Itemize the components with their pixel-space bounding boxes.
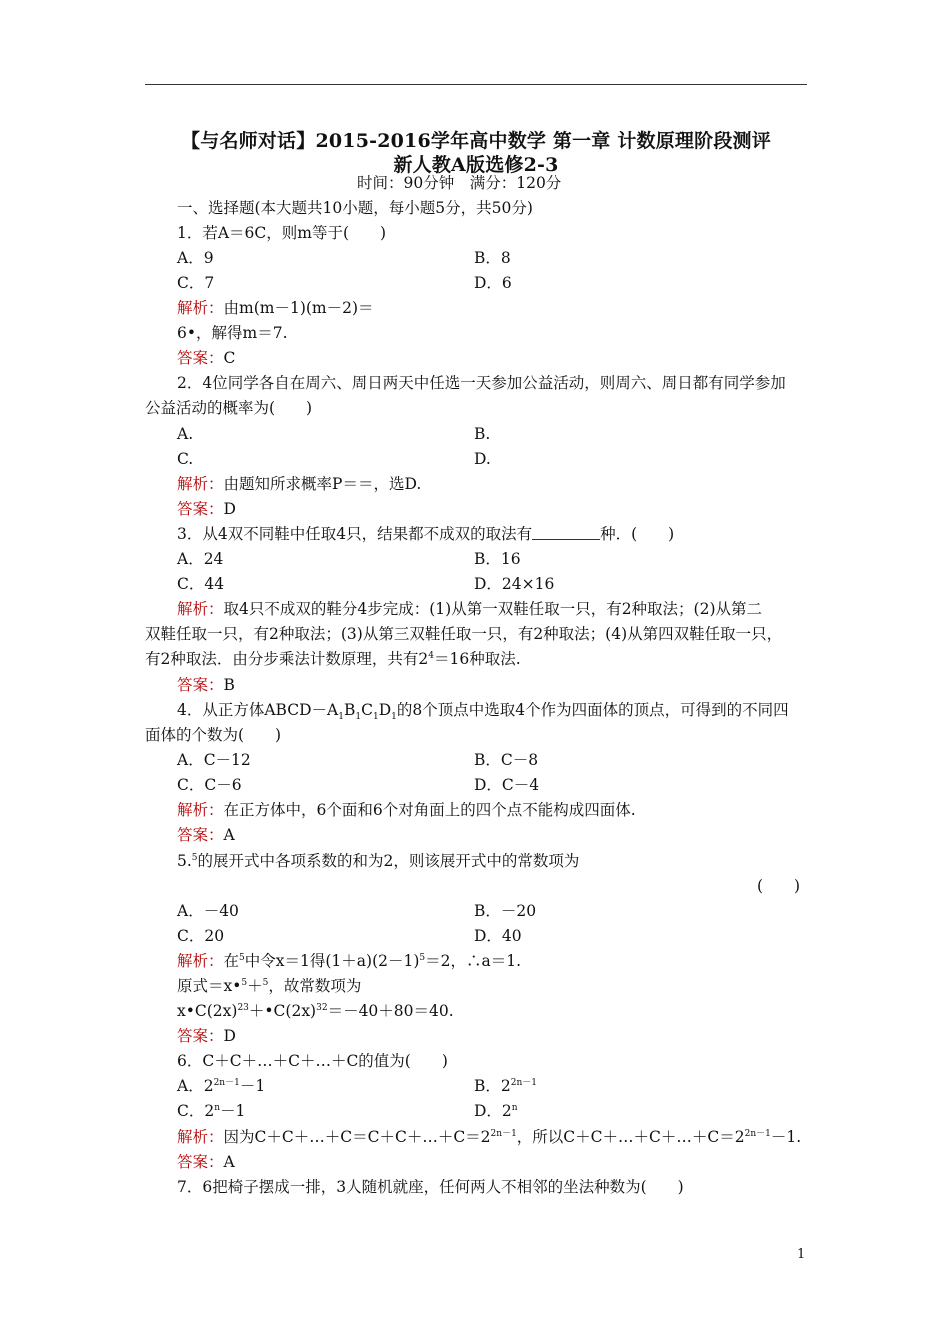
question-4-option-c: C．C－6 bbox=[177, 776, 242, 794]
stem-text: D bbox=[378, 701, 392, 719]
stem-text: 4．从正方体ABCD－A bbox=[177, 701, 339, 719]
question-4-answer bbox=[177, 824, 235, 846]
question-3-analysis-cont: 双鞋任取一只，有2种取法；(3)从第三双鞋任取一只，有2种取法；(4)从第四双鞋任取一只， bbox=[145, 625, 783, 643]
analysis-text-end: ，故常数项为 bbox=[268, 977, 362, 995]
header-rule bbox=[145, 84, 807, 85]
exponent: n bbox=[511, 1103, 518, 1113]
subscript: 1 bbox=[355, 712, 362, 723]
analysis-text-end: ＝16种取法. bbox=[433, 650, 521, 668]
exponent: n bbox=[214, 1103, 221, 1113]
exponent: 2n－1 bbox=[490, 1129, 517, 1139]
option-text: B．2 bbox=[474, 1077, 511, 1095]
question-2-stem-cont: 公益活动的概率为( ) bbox=[145, 399, 313, 417]
question-2-option-d: D. bbox=[474, 450, 491, 468]
subscript: 1 bbox=[391, 712, 397, 723]
analysis-label: 解析： bbox=[177, 299, 224, 317]
exponent: 4 bbox=[428, 651, 434, 661]
analysis-text: ，所以C＋C＋…＋C＋…＋C＝2 bbox=[516, 1128, 745, 1146]
question-6-option-c bbox=[177, 1100, 245, 1122]
analysis-label: 解析： bbox=[177, 600, 224, 618]
document-title: 【与名师对话】2015-2016学年高中数学 第一章 计数原理阶段测评 bbox=[181, 130, 771, 152]
stem-text: 3．从4双不同鞋中任取4只，结果都不成双的取法有 bbox=[177, 525, 533, 543]
exponent: 5 bbox=[239, 953, 245, 963]
question-5-option-a: A．－40 bbox=[177, 902, 239, 920]
question-5-answer bbox=[177, 1025, 236, 1047]
analysis-text-end: ＝－40＋80＝40. bbox=[327, 1002, 454, 1020]
question-5-analysis-cont bbox=[177, 975, 361, 997]
question-2-stem: 2．4位同学各自在周六、周日两天中任选一天参加公益活动，则周六、周日都有同学参加 bbox=[177, 374, 786, 392]
question-5-answer-paren: ( ) bbox=[757, 877, 801, 895]
exponent: 23 bbox=[237, 1003, 249, 1013]
question-1-answer bbox=[177, 347, 235, 369]
question-2-answer bbox=[177, 498, 236, 520]
question-6-option-b bbox=[474, 1075, 537, 1097]
exponent: 5 bbox=[262, 978, 269, 988]
subscript: 1 bbox=[372, 712, 379, 723]
option-text: C．2 bbox=[177, 1102, 215, 1120]
stem-text: 5. bbox=[177, 852, 192, 870]
question-1-option-b: B．8 bbox=[474, 249, 511, 267]
question-1-stem: 1．若A＝6C，则m等于( ) bbox=[177, 224, 387, 242]
question-4-stem bbox=[177, 699, 789, 721]
analysis-label: 解析： bbox=[177, 475, 224, 493]
question-1-analysis-cont: 6•，解得m＝7. bbox=[177, 324, 288, 342]
question-1-analysis bbox=[177, 297, 374, 319]
exponent: 2n－1 bbox=[510, 1078, 538, 1088]
answer-value: A bbox=[223, 1153, 235, 1171]
analysis-text-end: ＝2，∴a＝1. bbox=[425, 952, 522, 970]
option-text-end: －1 bbox=[220, 1102, 246, 1120]
question-6-option-a bbox=[177, 1075, 265, 1097]
question-5-option-d: D．40 bbox=[474, 927, 522, 945]
stem-text: B bbox=[343, 701, 356, 719]
analysis-text: 由m(m－1)(m－2)＝ bbox=[223, 299, 374, 317]
analysis-text: 因为C＋C＋…＋C＝C＋C＋…＋C＝2 bbox=[223, 1128, 491, 1146]
answer-value: D bbox=[223, 500, 236, 518]
question-5-option-c: C．20 bbox=[177, 927, 225, 945]
question-1-option-c: C．7 bbox=[177, 274, 215, 292]
answer-label: 答案： bbox=[177, 1153, 224, 1171]
question-2-analysis bbox=[177, 473, 421, 495]
analysis-label: 解析： bbox=[177, 952, 224, 970]
question-3-option-d: D．24×16 bbox=[474, 575, 555, 593]
stem-text-end: 的8个顶点中选取4个作为四面体的顶点，可得到的不同四 bbox=[396, 701, 789, 719]
exponent: 5 bbox=[419, 953, 426, 963]
answer-value: D bbox=[223, 1027, 236, 1045]
question-3-analysis-end bbox=[145, 648, 521, 670]
question-6-answer bbox=[177, 1151, 235, 1173]
question-6-stem: 6．C＋C＋…＋C＋…＋C的值为( ) bbox=[177, 1052, 448, 1070]
section-heading: 一、选择题(本大题共10小题，每小题5分，共50分) bbox=[177, 199, 533, 217]
analysis-text: 中令x＝1得(1＋a)(2－1) bbox=[244, 952, 420, 970]
answer-label: 答案： bbox=[177, 676, 224, 694]
exponent: 2n－1 bbox=[744, 1129, 771, 1139]
answer-value: C bbox=[223, 349, 236, 367]
option-text: D．2 bbox=[474, 1102, 512, 1120]
question-6-analysis bbox=[177, 1126, 801, 1148]
analysis-text: ＋ bbox=[247, 977, 263, 995]
analysis-text: 由题知所求概率P＝＝，选D. bbox=[223, 475, 422, 493]
analysis-text: 原式＝x• bbox=[177, 977, 242, 995]
question-5-analysis-end bbox=[177, 1000, 454, 1022]
question-3-option-c: C．44 bbox=[177, 575, 225, 593]
stem-text: C bbox=[361, 701, 373, 719]
question-6-option-d bbox=[474, 1100, 518, 1122]
answer-blank bbox=[532, 525, 600, 540]
question-2-option-c: C. bbox=[177, 450, 194, 468]
exponent: 32 bbox=[316, 1003, 328, 1013]
exponent: 5 bbox=[241, 978, 248, 988]
option-text: A．2 bbox=[177, 1077, 214, 1095]
analysis-text: 在 bbox=[223, 952, 240, 970]
question-7-stem: 7．6把椅子摆成一排，3人随机就座，任何两人不相邻的坐法种数为( ) bbox=[177, 1178, 684, 1196]
answer-value: A bbox=[223, 826, 235, 844]
exponent: 5 bbox=[191, 853, 198, 863]
question-4-option-b: B．C－8 bbox=[474, 751, 539, 769]
analysis-text: x•C(2x) bbox=[177, 1002, 238, 1020]
analysis-text: 在正方体中，6个面和6个对角面上的四个点不能构成四面体. bbox=[223, 801, 636, 819]
analysis-label: 解析： bbox=[177, 801, 224, 819]
question-5-option-b: B．－20 bbox=[474, 902, 537, 920]
analysis-text: 取4只不成双的鞋分4步完成：(1)从第一双鞋任取一只，有2种取法；(2)从第二 bbox=[223, 600, 763, 618]
answer-label: 答案： bbox=[177, 349, 224, 367]
subscript: 1 bbox=[338, 712, 344, 723]
question-5-stem bbox=[177, 850, 579, 872]
question-3-option-b: B．16 bbox=[474, 550, 521, 568]
question-1-option-a: A．9 bbox=[177, 249, 214, 267]
stem-text-end: 的展开式中各项系数的和为2，则该展开式中的常数项为 bbox=[197, 852, 580, 870]
stem-text-end: 种．( ) bbox=[600, 525, 675, 543]
answer-label: 答案： bbox=[177, 826, 224, 844]
analysis-text-end: －1. bbox=[770, 1128, 802, 1146]
option-text-end: －1 bbox=[239, 1077, 266, 1095]
question-3-stem bbox=[177, 523, 674, 545]
question-4-option-d: D．C－4 bbox=[474, 776, 540, 794]
question-4-option-a: A．C－12 bbox=[177, 751, 251, 769]
exam-meta: 时间：90分钟 满分：120分 bbox=[357, 174, 562, 192]
question-4-stem-cont: 面体的个数为( ) bbox=[145, 726, 282, 744]
answer-value: B bbox=[223, 676, 235, 694]
question-3-answer bbox=[177, 674, 235, 696]
analysis-label: 解析： bbox=[177, 1128, 224, 1146]
question-3-analysis bbox=[177, 598, 762, 620]
page-number: 1 bbox=[797, 1247, 806, 1262]
answer-label: 答案： bbox=[177, 1027, 224, 1045]
question-5-analysis bbox=[177, 950, 521, 972]
question-3-option-a: A．24 bbox=[177, 550, 224, 568]
analysis-text: 有2种取法．由分步乘法计数原理，共有2 bbox=[145, 650, 429, 668]
question-2-option-b: B. bbox=[474, 425, 491, 443]
question-1-option-d: D．6 bbox=[474, 274, 512, 292]
question-2-option-a: A. bbox=[177, 425, 194, 443]
question-4-analysis bbox=[177, 799, 636, 821]
answer-label: 答案： bbox=[177, 500, 224, 518]
analysis-text: ＋•C(2x) bbox=[248, 1002, 317, 1020]
exponent: 2n－1 bbox=[213, 1078, 240, 1088]
document-subtitle: 新人教A版选修2-3 bbox=[393, 154, 559, 176]
